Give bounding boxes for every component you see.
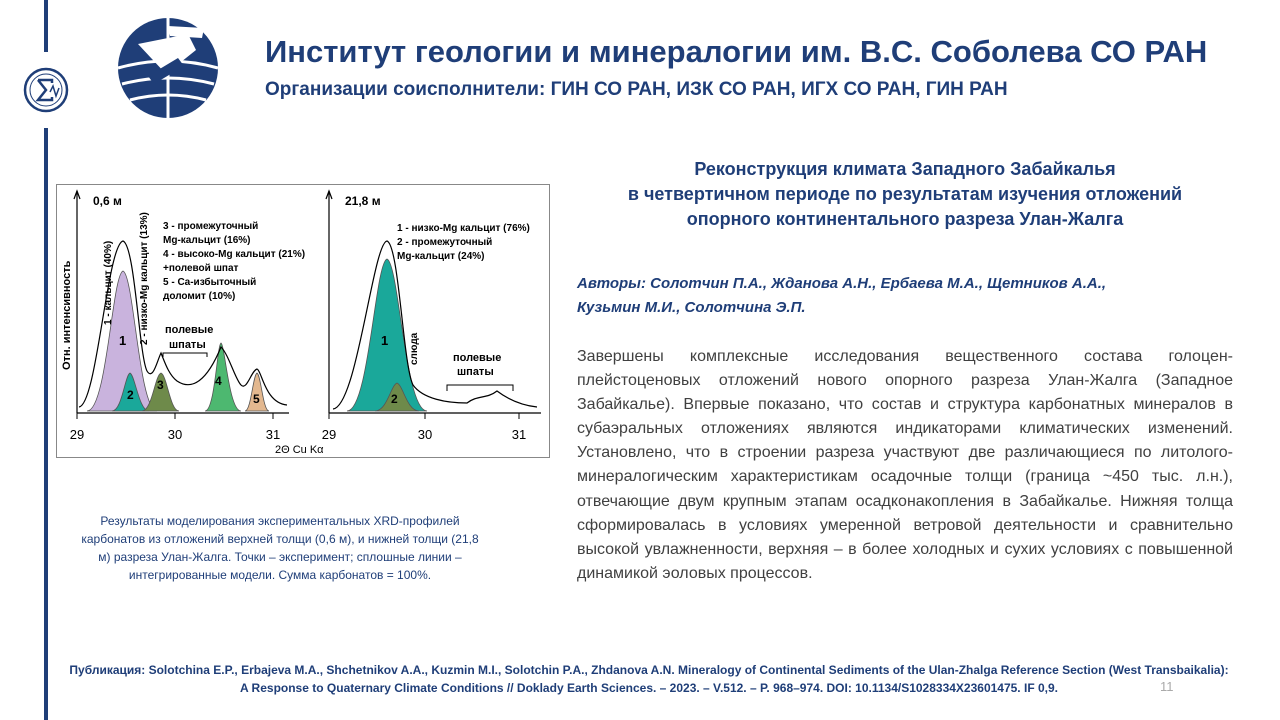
left-vertical-bar-bottom bbox=[44, 128, 48, 720]
peak-label: 1 bbox=[381, 333, 389, 348]
label-calcite: 1 - кальцит (40%) bbox=[103, 240, 114, 325]
left-legend-line: 3 - промежуточный bbox=[163, 221, 259, 232]
peak-label: 1 bbox=[119, 333, 127, 348]
page-number: 11 bbox=[1160, 679, 1174, 694]
right-feldspar-label: полевые bbox=[453, 352, 502, 364]
peak-label: 3 bbox=[157, 378, 164, 392]
publication-line: Публикация: Solotchina E.P., Erbajeva M.A., Shchetnikov A.A., Kuzmin M.I., Solotchin P.A., Zhdanova A.N. Mineralogy of Continental Sediments of the Ulan-Zhalga Reference Section (West Transbaikalia): bbox=[69, 663, 1229, 677]
report-title-line: опорного континентального разреза Улан-Жалга bbox=[686, 209, 1124, 229]
authors-line: Кузьмин М.И., Солотчина Э.П. bbox=[577, 299, 806, 316]
header-title: Институт геологии и минералогии им. В.С. Соболева СО РАН bbox=[265, 34, 1208, 69]
right-legend-line: 2 - промежуточный bbox=[397, 237, 493, 248]
peak-label: 5 bbox=[253, 392, 260, 406]
left-legend-line: 4 - высоко-Mg кальцит (21%) bbox=[163, 249, 306, 260]
y-axis-label: Отн. интенсивность bbox=[61, 260, 73, 370]
mica-label: слюда bbox=[409, 332, 420, 365]
left-depth-label: 0,6 м bbox=[93, 194, 122, 208]
right-feldspar-bracket bbox=[447, 385, 513, 391]
right-depth-label: 21,8 м bbox=[345, 194, 381, 208]
header-subtitle: Организации соисполнители: ГИН СО РАН, ИЗК СО РАН, ИГХ СО РАН, ГИН РАН bbox=[265, 79, 1008, 100]
left-tick-label: 29 bbox=[69, 427, 85, 442]
institute-emblem-icon bbox=[108, 14, 228, 122]
report-title-line: Реконструкция климата Западного Забайкалья bbox=[694, 159, 1116, 179]
left-legend-line: 5 - Ca-избыточный bbox=[163, 277, 257, 288]
report-body: Завершены комплексные исследования вещественного состава голоцен-плейстоценовых отложений нового опорного разреза Улан-Жалга (Западное Забайкалье). Впервые показано, что состав и структура карбонатных минералов в субаэральных отложениях являются индикаторами климатических изменений. Установлено, что в строении разреза участвуют две различающиеся по литолого-минералогическим характеристикам осадочные толщи (граница ~450 тыс. л.н.), отвечающие двум крупным этапам осадконакопления в Забайкалье. Нижняя толща сформировалась в условиях умеренной ветровой деятельности и сравнительно высокой увлажненности, верхняя – в более холодных и сухих условиях с повышенной динамикой эоловых процессов. bbox=[577, 348, 1233, 582]
sigma-logo-icon bbox=[22, 66, 70, 114]
left-legend-line: доломит (10%) bbox=[163, 291, 236, 302]
left-tick-label: 31 bbox=[265, 427, 281, 442]
left-vertical-bar-top bbox=[44, 0, 48, 52]
peak-label: 4 bbox=[215, 374, 222, 388]
authors-line: Авторы: Солотчин П.А., Жданова А.Н., Ербаева М.А., Щетников А.А., bbox=[577, 275, 1107, 292]
left-legend-line: +полевой шпат bbox=[163, 263, 239, 274]
right-tick-label: 29 bbox=[321, 427, 337, 442]
report-title bbox=[575, 157, 1235, 232]
publication-line: A Response to Quaternary Climate Conditions // Doklady Earth Sciences. – 2023. – V.512. – P. 968–974. DOI: 10.1134/S1028334X23601475. IF 0,9. bbox=[240, 681, 1058, 695]
x-axis-label: 2Θ Cu Kα bbox=[275, 444, 324, 456]
xrd-figure-svg bbox=[57, 185, 549, 457]
left-feldspar-label: полевые bbox=[165, 324, 214, 336]
right-legend-line: Mg-кальцит (24%) bbox=[397, 251, 485, 262]
left-feldspar-label: шпаты bbox=[169, 339, 206, 351]
left-tick-label: 30 bbox=[167, 427, 183, 442]
figure-caption: Результаты моделирования экспериментальных XRD-профилей карбонатов из отложений верхней толщи (0,6 м), и нижней толщи (21,8 м) разреза Улан-Жалга. Точки – эксперимент; сплошные линии – интегрированные модели. Сумма карбонатов = 100%. bbox=[81, 514, 479, 582]
label-low-mg-calcite: 2 - низко-Mg кальцит (13%) bbox=[139, 212, 150, 345]
peak-label: 2 bbox=[391, 392, 398, 406]
authors bbox=[577, 272, 1237, 320]
peak-label: 2 bbox=[127, 388, 134, 402]
publication bbox=[54, 661, 1244, 697]
xrd-figure bbox=[56, 184, 550, 458]
right-legend-line: 1 - низко-Mg кальцит (76%) bbox=[397, 223, 530, 234]
report-title-line: в четвертичном периоде по результатам изучения отложений bbox=[627, 184, 1183, 204]
left-legend-line: Mg-кальцит (16%) bbox=[163, 235, 251, 246]
right-tick-label: 31 bbox=[511, 427, 527, 442]
right-tick-label: 30 bbox=[417, 427, 433, 442]
left-feldspar-bracket bbox=[163, 353, 207, 357]
right-feldspar-label: шпаты bbox=[457, 366, 494, 378]
